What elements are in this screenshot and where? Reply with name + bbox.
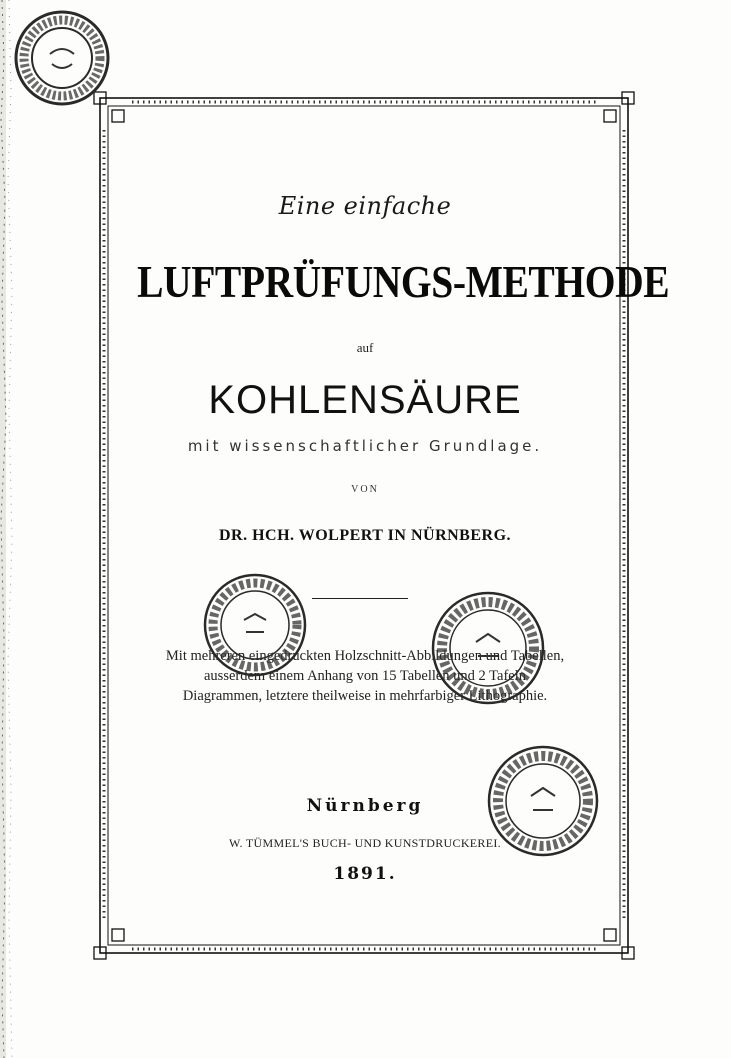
description-line: Mit mehreren eingedruckten Holzschnitt-Abbildungen und Tabellen, xyxy=(165,648,565,664)
printer: W. TÜMMEL'S BUCH- UND KUNSTDRUCKEREI. xyxy=(229,836,501,850)
main-title: LUFTPRÜFUNGS-METHODE xyxy=(137,256,670,307)
library-stamp-icon xyxy=(12,8,112,108)
separator-rule xyxy=(312,598,408,599)
scientific-basis-line: mit wissenschaftlicher Grundlage. xyxy=(187,437,543,455)
library-stamp-icon xyxy=(484,742,602,860)
preposition: auf xyxy=(356,340,374,355)
publication-year: 1891. xyxy=(333,864,397,884)
library-stamp-icon xyxy=(200,570,310,680)
subject-title: KOHLENSÄURE xyxy=(208,378,522,422)
library-stamp-icon xyxy=(428,588,548,708)
by-line: VON xyxy=(351,484,379,495)
publication-place: Nürnberg xyxy=(306,796,424,816)
subtitle: Eine einfache xyxy=(278,192,452,220)
scanned-page-edge xyxy=(0,0,22,1058)
description-line: Diagrammen, letztere theilweise in mehrfarbiger Lithographie. xyxy=(182,688,548,704)
description-line: ausserdem einem Anhang von 15 Tabellen und 2 Tafeln xyxy=(204,668,526,684)
author: DR. HCH. WOLPERT IN NÜRNBERG. xyxy=(218,527,512,544)
